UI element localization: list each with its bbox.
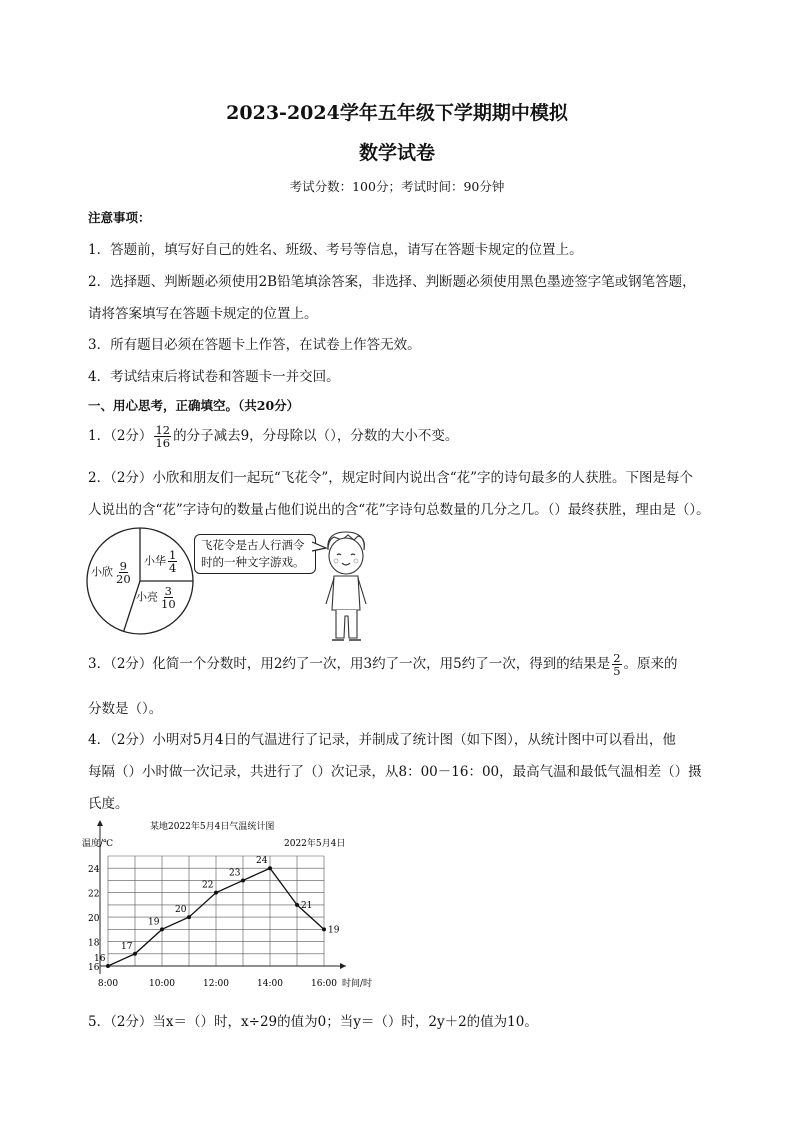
- y-tick-label: 20: [88, 914, 100, 925]
- chart-title: 某地2022年5月4日气温统计图: [150, 822, 275, 832]
- data-point: [106, 964, 110, 968]
- data-label: 19: [148, 917, 160, 928]
- q3-line-2: 分数是（）。: [88, 701, 163, 717]
- speech-bubble: [194, 534, 316, 574]
- note-item: 2．选择题、判断题必须使用2B铅笔填涂答案，非选择、判断题必须使用黑色墨迹签字笔或钢笔答题，: [88, 274, 696, 290]
- data-label: 16: [94, 954, 106, 964]
- y-axis-label: 温度/℃: [82, 839, 114, 849]
- q3-frac-den: 5: [613, 664, 621, 678]
- chart-date: 2022年5月4日: [284, 839, 346, 849]
- x-tick-label: 10:00: [149, 979, 175, 989]
- y-tick-label: 16: [88, 963, 100, 973]
- speech-line: 时的一种文字游戏。: [201, 555, 305, 569]
- pie-label-name: 小华: [144, 554, 166, 568]
- pie-frac-num: 1: [169, 548, 177, 562]
- question-1: [88, 424, 458, 449]
- x-tick-label: 12:00: [203, 979, 229, 989]
- q1-fraction: [154, 424, 171, 449]
- question-5: 5．（2分）当x＝（）时，x÷29的值为0；当y＝（）时，2y＋2的值为10。: [88, 1014, 538, 1030]
- pie-frac-den: 20: [116, 572, 131, 586]
- q2-line-1: 2．（2分）小欣和朋友们一起玩“飞花令”，规定时间内说出含“花”字的诗句最多的人获胜。下图是每个: [88, 470, 694, 486]
- pie-label-frac: [115, 560, 132, 585]
- note-item: 1．答题前，填写好自己的姓名、班级、考号等信息，请写在答题卡规定的位置上。: [88, 242, 583, 258]
- boy-illustration-icon: [318, 528, 374, 646]
- q3-frac-num: 2: [613, 651, 621, 665]
- data-label: 21: [301, 900, 313, 911]
- pie-label-name: 小亮: [136, 590, 158, 604]
- q1-frac-den: 16: [155, 436, 171, 450]
- q1-text: 的分子减去9，分母除以（），分数的大小不变。: [173, 428, 459, 444]
- notes-heading: 注意事项：: [88, 210, 151, 225]
- data-label: 24: [256, 856, 268, 867]
- data-label: 19: [328, 925, 340, 936]
- y-tick-label: 24: [88, 865, 100, 876]
- data-label: 20: [175, 905, 187, 916]
- note-item: 请将答案填写在答题卡规定的位置上。: [88, 306, 318, 322]
- data-point: [322, 927, 326, 931]
- note-item: 4．考试结束后将试卷和答题卡一并交回。: [88, 369, 340, 385]
- data-point: [295, 903, 299, 907]
- pie-label-xiaohua: [144, 549, 179, 574]
- pie-label-xiaoliang: [136, 585, 179, 610]
- exam-info: 考试分数：100分；考试时间：90分钟: [289, 179, 505, 194]
- q1-frac-num: 12: [155, 423, 171, 437]
- x-tick-label: 16:00: [311, 979, 337, 989]
- x-axis-arrow: [340, 963, 346, 969]
- pie-label-frac: [160, 585, 177, 610]
- exam-title: 2023-2024学年五年级下学期期中模拟: [226, 102, 568, 124]
- data-label: 22: [202, 880, 214, 891]
- data-point: [214, 891, 218, 895]
- question-3: [88, 652, 678, 677]
- y-axis-arrow: [97, 820, 103, 826]
- q3-text-a: 3．（2分）化简一个分数时，用2约了一次，用3约了一次，用5约了一次，得到的结果是: [88, 656, 611, 672]
- exam-subtitle: 数学试卷: [358, 142, 435, 164]
- y-tick-label: 22: [88, 889, 100, 900]
- x-axis-label: 时间/时: [342, 979, 373, 989]
- q3-fraction: [612, 652, 621, 677]
- pie-label-name: 小欣: [91, 565, 113, 579]
- q3-text-b: 。原来的: [623, 656, 678, 672]
- x-tick-label: 8:00: [97, 979, 119, 989]
- pie-label-xiaoxin: [91, 560, 134, 585]
- pie-frac-den: 10: [161, 597, 176, 611]
- temperature-line-chart: [80, 818, 380, 998]
- q4-line-2: 每隔（）小时做一次记录，共进行了（）次记录，从8：00－16：00，最高气温和最低气温相差（）摄: [88, 764, 702, 780]
- data-label: 17: [121, 941, 133, 952]
- q1-prefix: 1．（2分）: [88, 428, 153, 444]
- y-tick-label: 18: [88, 938, 100, 949]
- data-point: [160, 927, 164, 931]
- x-tick-label: 14:00: [257, 979, 283, 989]
- data-point: [187, 915, 191, 919]
- section-heading: 一、用心思考，正确填空。（共20分）: [88, 398, 300, 413]
- speech-line: 飞花令是古人行酒令: [201, 538, 305, 552]
- q4-line-1: 4．（2分）小明对5月4日的气温进行了记录，并制成了统计图（如下图），从统计图中可以看出，他: [88, 732, 676, 748]
- pie-frac-num: 3: [164, 584, 172, 598]
- data-point: [241, 878, 245, 882]
- note-item: 3．所有题目必须在答题卡上作答，在试卷上作答无效。: [88, 337, 421, 353]
- pie-frac-den: 4: [169, 561, 177, 575]
- q2-line-2: 人说出的含“花”字诗句的数量占他们说出的含“花”字诗句总数量的几分之几。（）最终获胜，理由是（）。: [88, 502, 710, 518]
- data-label: 23: [229, 868, 241, 879]
- data-point: [133, 952, 137, 956]
- pie-label-frac: [168, 549, 177, 574]
- q4-line-3: 氏度。: [88, 796, 129, 812]
- data-point: [268, 866, 272, 870]
- pie-frac-num: 9: [119, 559, 127, 573]
